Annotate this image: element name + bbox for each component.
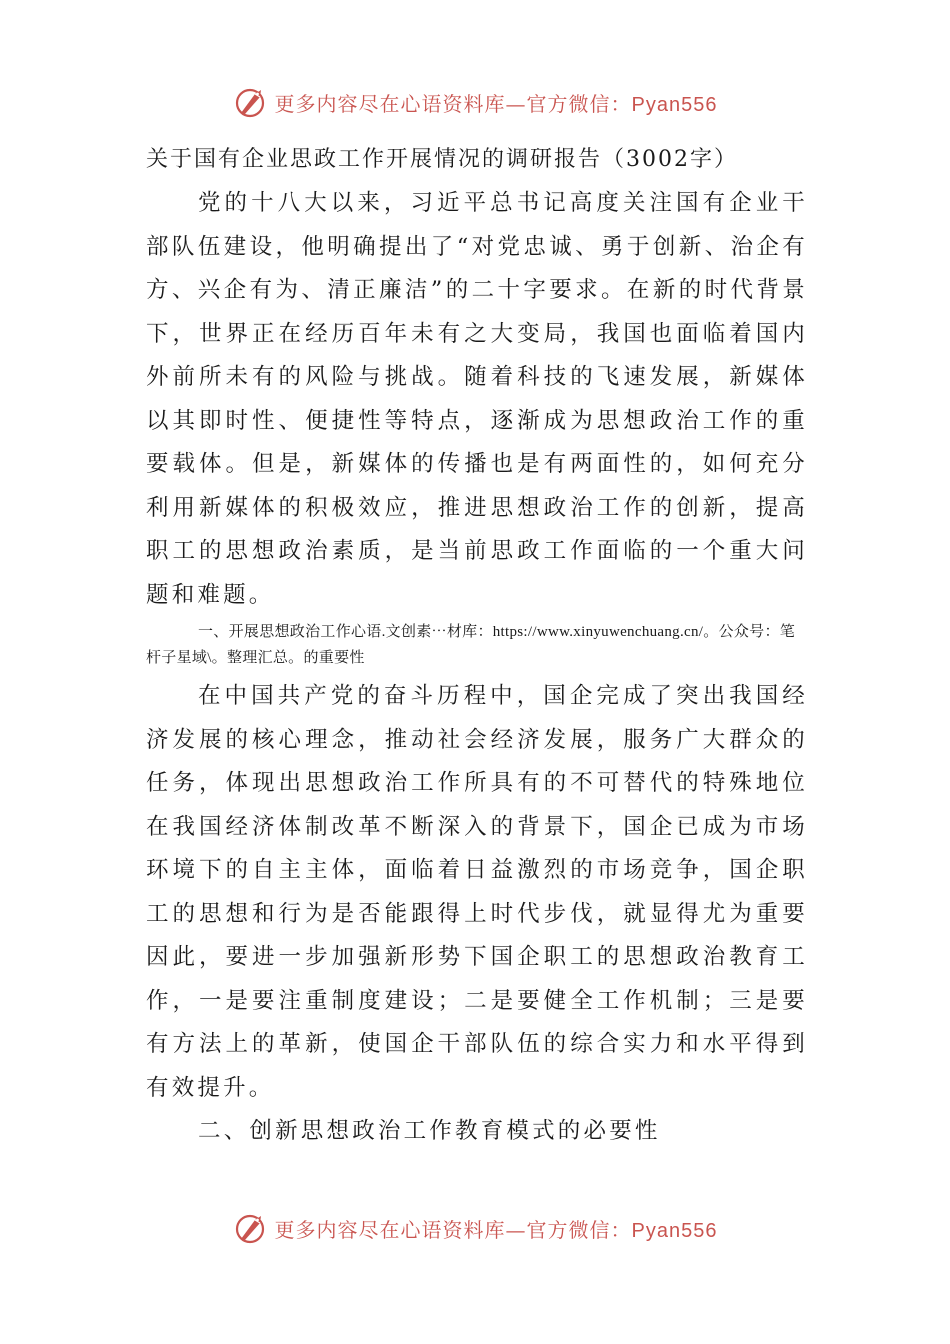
banner-text: [275, 1214, 718, 1243]
document-title: 关于国有企业思政工作开展情况的调研报告（3002字）: [146, 147, 738, 172]
paragraph-section-1: 在中国共产党的奋斗历程中，国企完成了突出我国经济发展的核心理念，推动社会经济发展，服务广大群众的任务，体现出思想政治工作所具有的不可替代的特殊地位在我国经济体制改革不断深入的背景下，国企已成为市场环境下的自主主体，面临着日益激烈的市场竞争，国企职工的思想和行为是否能跟得上时代步伐，就显得尤为重要因此，要进一步加强新形势下国企职工的思想政治教育工作，一是要注重制度建设；二是要健全工作机制；三是要有方法上的革新，使国企干部队伍的综合实力和水平得到有效提升。: [146, 683, 808, 1101]
document-body: [146, 138, 808, 1154]
footer-banner: [0, 1208, 950, 1248]
pen-nib-logo-icon: [233, 84, 269, 120]
section-heading-1: 一、开展思想政治工作心语.文创素⋯材库：https://www.xinyuwenchuang.cn/。公众号：笔杆子星域\。整理汇总。的重要性: [146, 624, 796, 666]
banner-label: 更多内容尽在心语资料库—官方微信：: [274, 1217, 632, 1242]
section-heading-2: 二、创新思想政治工作教育模式的必要性: [198, 1118, 661, 1144]
pen-nib-logo-icon: [233, 1210, 269, 1246]
banner-text: [275, 88, 718, 117]
paragraph-intro: 党的十八大以来，习近平总书记高度关注国有企业干部队伍建设，他明确提出了“对党忠诚、勇于创新、治企有方、兴企有为、清正廉洁”的二十字要求。在新的时代背景下，世界正在经历百年未有之大变局，我国也面临着国内外前所未有的风险与挑战。随着科技的飞速发展，新媒体以其即时性、便捷性等特点，逐渐成为思想政治工作的重要载体。但是，新媒体的传播也是有两面性的，如何充分利用新媒体的积极效应，推进思想政治工作的创新，提高职工的思想政治素质，是当前思政工作面临的一个重大问题和难题。: [146, 190, 808, 608]
header-banner: [0, 82, 950, 122]
banner-wechat-id: Pyan556: [631, 93, 718, 116]
banner-label: 更多内容尽在心语资料库—官方微信：: [274, 91, 632, 116]
banner-wechat-id: Pyan556: [631, 1219, 718, 1242]
